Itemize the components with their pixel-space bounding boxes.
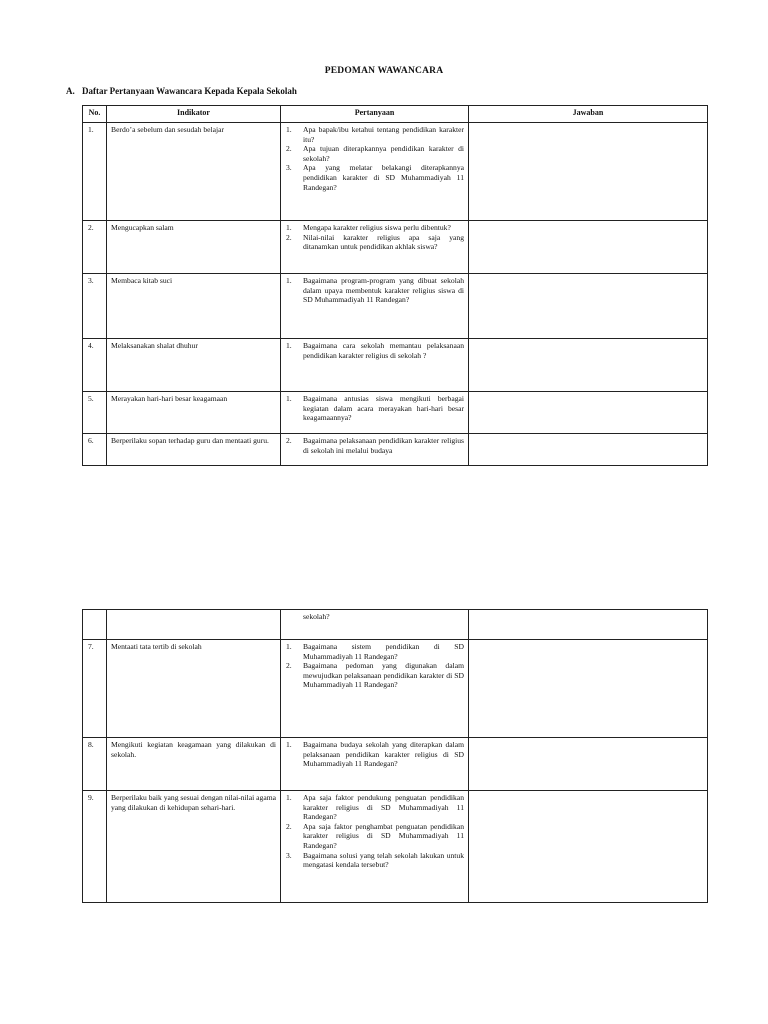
question-number: 3. [286, 850, 292, 860]
question-item [285, 394, 464, 423]
question-number: 1. [286, 276, 292, 285]
row-number: 4. [83, 339, 107, 392]
question-list [285, 223, 464, 252]
pertanyaan-cell [281, 274, 469, 339]
jawaban-cell[interactable] [469, 791, 708, 903]
header-pertanyaan: Pertanyaan [281, 106, 469, 123]
question-text: Nilai-nilai karakter religius apa saja yang ditanamkan untuk pendidikan akhlak siswa? [303, 232, 464, 252]
table-row [83, 791, 708, 903]
question-list [285, 642, 464, 690]
indikator-cell: Melaksanakan shalat dhuhur [107, 339, 281, 392]
question-list [285, 612, 464, 622]
row-number: 7. [83, 640, 107, 738]
row-number: 3. [83, 274, 107, 339]
jawaban-cell[interactable] [469, 339, 708, 392]
indikator-cell [107, 610, 281, 640]
section-letter: A. [66, 86, 75, 96]
pertanyaan-cell [281, 640, 469, 738]
question-text: Bagaimana antusias siswa mengikuti berbagai kegiatan dalam acara merayakan hari-hari besar keagamaannya? [303, 394, 464, 423]
interview-table-part-2 [82, 609, 708, 903]
jawaban-cell[interactable] [469, 221, 708, 274]
question-text: Mengapa karakter religius siswa perlu dibentuk? [303, 223, 451, 232]
table-row [83, 274, 708, 339]
question-list [285, 436, 464, 455]
row-number: 6. [83, 434, 107, 466]
jawaban-cell[interactable] [469, 274, 708, 339]
question-item [285, 661, 464, 690]
question-item [285, 144, 464, 163]
question-item [285, 436, 464, 455]
question-text: Bagaimana sistem pendidikan di SD Muhammadiyah 11 Randegan? [303, 642, 464, 661]
row-number: 8. [83, 738, 107, 791]
question-number: 1. [286, 341, 292, 350]
header-no: No. [83, 106, 107, 123]
table-row [83, 610, 708, 640]
question-text: Bagaimana pelaksanaan pendidikan karakter religius di sekolah ini melalui budaya [303, 436, 464, 455]
question-number: 1. [286, 793, 292, 802]
row-number: 9. [83, 791, 107, 903]
question-item [285, 223, 464, 233]
question-item [285, 851, 464, 870]
indikator-cell: Merayakan hari-hari besar keagamaan [107, 392, 281, 434]
jawaban-cell[interactable] [469, 738, 708, 791]
question-number: 3. [286, 163, 292, 173]
section-title: Daftar Pertanyaan Wawancara Kepada Kepala Sekolah [82, 86, 297, 96]
indikator-cell: Berperilaku baik yang sesuai dengan nilai-nilai agama yang dilakukan di kehidupan sehari-hari. [107, 791, 281, 903]
pertanyaan-cell [281, 738, 469, 791]
pertanyaan-cell [281, 610, 469, 640]
question-text: Bagaimana pedoman yang digunakan dalam mewujudkan pelaksanaan pendidikan karakter di SD Muhammadiyah 11 Randegan? [303, 661, 464, 690]
document-title: PEDOMAN WAWANCARA [324, 66, 444, 76]
question-list [285, 793, 464, 870]
question-number: 1. [286, 642, 292, 651]
pertanyaan-cell [281, 392, 469, 434]
header-indikator: Indikator [107, 106, 281, 123]
question-item [285, 740, 464, 769]
indikator-cell: Mentaati tata tertib di sekolah [107, 640, 281, 738]
jawaban-cell[interactable] [469, 392, 708, 434]
question-list [285, 276, 464, 305]
pertanyaan-cell [281, 791, 469, 903]
jawaban-cell[interactable] [469, 434, 708, 466]
question-list [285, 341, 464, 360]
question-text: sekolah? [303, 612, 330, 621]
question-number: 2. [286, 232, 292, 242]
row-number [83, 610, 107, 640]
row-number: 2. [83, 221, 107, 274]
question-number: 1. [286, 125, 292, 134]
question-list [285, 740, 464, 769]
pertanyaan-cell [281, 221, 469, 274]
table-row [83, 738, 708, 791]
pertanyaan-cell [281, 434, 469, 466]
question-number: 1. [286, 740, 292, 749]
indikator-cell: Membaca kitab suci [107, 274, 281, 339]
pertanyaan-cell [281, 123, 469, 221]
section-heading [66, 86, 297, 96]
question-list [285, 125, 464, 192]
indikator-cell: Berperilaku sopan terhadap guru dan mentaati guru. [107, 434, 281, 466]
question-text: Apa saja faktor pendukung penguatan pendidikan karakter religius di SD Muhammadiyah 11 Randegan? [303, 793, 464, 822]
question-text: Bagaimana budaya sekolah yang diterapkan dalam pelaksanaan pendidikan karakter religius di SD Muhammadiyah 11 Randegan? [303, 740, 464, 769]
question-text: Bagaimana solusi yang telah sekolah lakukan untuk mengatasi kendala tersebut? [303, 850, 464, 870]
table-row [83, 392, 708, 434]
table-header-row [83, 106, 708, 123]
row-number: 1. [83, 123, 107, 221]
question-item [285, 612, 464, 622]
question-text: Bagaimana cara sekolah memantau pelaksanaan pendidikan karakter religius di sekolah ? [303, 341, 464, 360]
pertanyaan-cell [281, 339, 469, 392]
jawaban-cell[interactable] [469, 610, 708, 640]
question-number: 1. [286, 394, 292, 403]
jawaban-cell[interactable] [469, 640, 708, 738]
question-number: 2. [286, 436, 292, 445]
question-item [285, 125, 464, 144]
table-row [83, 123, 708, 221]
question-number: 1. [286, 223, 292, 232]
row-number: 5. [83, 392, 107, 434]
header-jawaban: Jawaban [469, 106, 708, 123]
question-number: 2. [286, 144, 292, 154]
table-row [83, 640, 708, 738]
question-text: Apa yang melatar belakangi diterapkannya pendidikan karakter di SD Muhammadiyah 11 Randegan? [303, 163, 464, 192]
question-text: Apa tujuan diterapkannya pendidikan karakter di sekolah? [303, 144, 464, 163]
table-row [83, 434, 708, 466]
interview-table-part-1 [82, 105, 708, 466]
question-item [285, 822, 464, 851]
question-item [285, 163, 464, 192]
question-number: 2. [286, 821, 292, 831]
question-text: Apa bapak/ibu ketahui tentang pendidikan karakter itu? [303, 125, 464, 144]
jawaban-cell[interactable] [469, 123, 708, 221]
question-item [285, 233, 464, 252]
indikator-cell: Mengikuti kegiatan keagamaan yang dilakukan di sekolah. [107, 738, 281, 791]
question-text: Bagaimana program-program yang dibuat sekolah dalam upaya membentuk karakter religius siswa di SD Muhammadiyah 11 Randegan? [303, 276, 464, 305]
question-number: 2. [286, 661, 292, 671]
question-item [285, 642, 464, 661]
indikator-cell: Berdo’a sebelum dan sesudah belajar [107, 123, 281, 221]
question-item [285, 341, 464, 360]
question-item [285, 276, 464, 305]
question-text: Apa saja faktor penghambat penguatan pendidikan karakter religius di SD Muhammadiyah 11 Randegan? [303, 821, 464, 850]
table-row [83, 339, 708, 392]
question-list [285, 394, 464, 423]
indikator-cell: Mengucapkan salam [107, 221, 281, 274]
table-row [83, 221, 708, 274]
question-item [285, 793, 464, 822]
